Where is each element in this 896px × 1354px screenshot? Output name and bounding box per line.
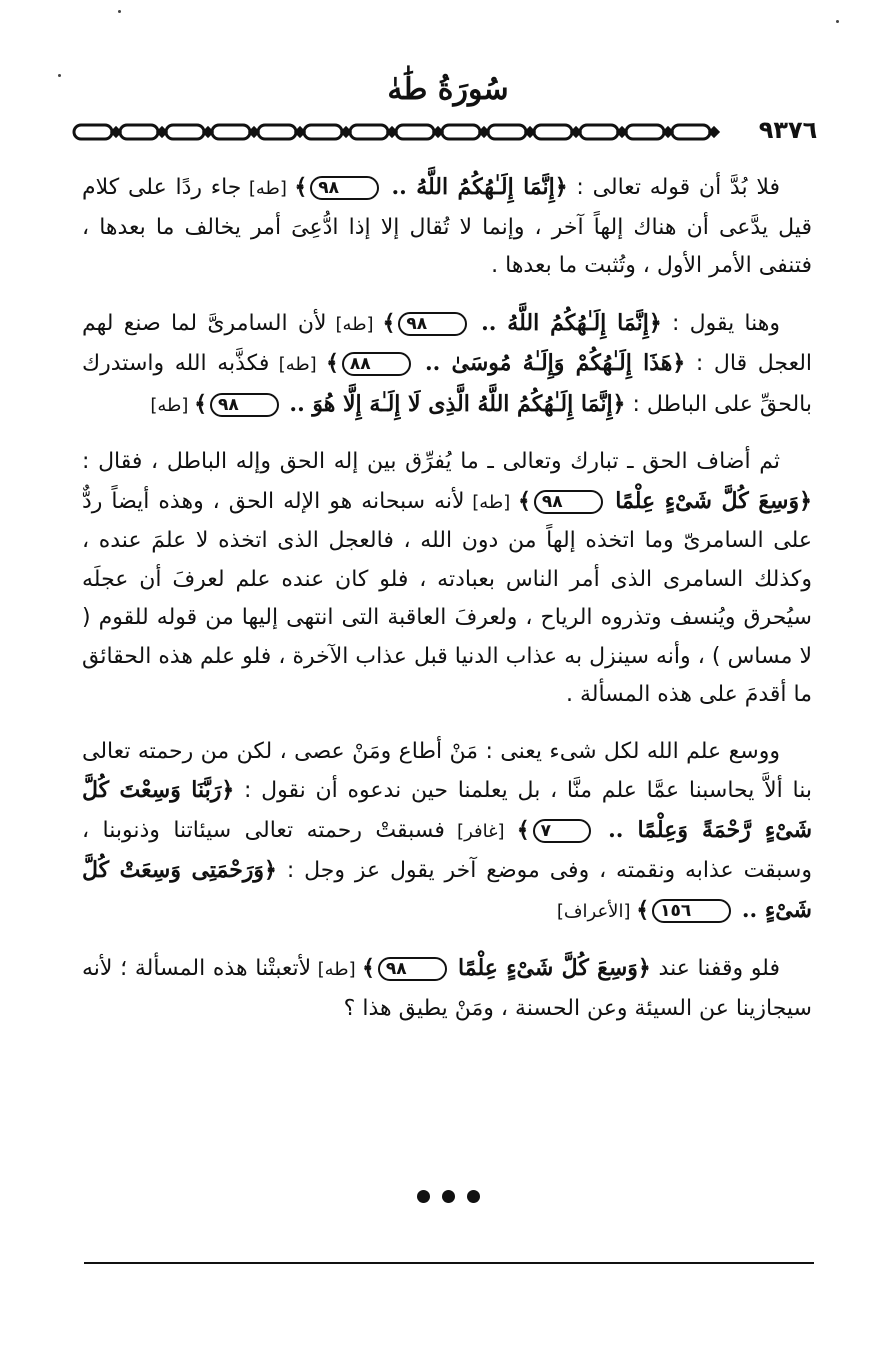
surah-reference: [طه] [269,354,327,375]
paragraph-text: فسبقتْ رحمته تعالى سيئاتنا وذنوبنا ، وسبقت عذابه ونقمته ، وفى موضع آخر يقول عز وجل : [82,817,812,883]
verse-number-badge: ٩٨ [378,957,447,981]
surah-reference: [طه] [464,491,518,513]
paragraph [82,304,812,426]
verse-number-badge: ٧ [533,819,591,843]
verse-number-badge: ٩٨ [398,312,467,336]
ornament-link [120,125,158,139]
dot-icon [467,1190,480,1203]
surah-reference: [طه] [241,178,295,199]
paragraph [82,168,812,286]
ornament-link [350,125,388,139]
dot-icon [442,1190,455,1203]
verse-number-badge: ٩٨ [210,393,279,417]
ornament-link [626,125,664,139]
quran-verse: ﴿وَرَحْمَتِى وَسِعَتْ كُلَّ شَىْءٍ .. [82,857,812,923]
paragraph [82,949,812,1028]
quran-verse: ﴿وَسِعَ كُلَّ شَىْءٍ عِلْمًا [449,955,651,981]
ornament-link [396,125,434,139]
paragraph-text: فكذَّبه الله واستدرك بالحقِّ على الباطل : [82,351,812,417]
quran-verse: ﴿إِنَّمَا إِلَـٰهُكُمُ اللَّهُ الَّذِى لَا إِلَـٰهَ إِلَّا هُوَ .. [281,390,626,417]
ornament-link [442,125,480,139]
ornament-diamond [710,128,718,136]
paragraph-text: فلو وقفنا عند [650,956,780,981]
quran-verse: ﴾ [518,487,531,514]
ornament-link [212,125,250,139]
paragraph-text: ووسع علم الله لكل شىء يعنى : مَنْ أطاع ومَنْ عصى ، لكن من رحمته تعالى بنا ألاَّ يحاسبنا عمَّا علم منَّا ، بل يعلمنا حين ندعوه أن نقول : [82,738,812,803]
footer-rule [84,1262,814,1264]
surah-reference: [طه] [311,959,363,980]
body-text [82,168,812,1046]
section-end-dots [0,1190,896,1203]
ornament-link [74,125,112,139]
surah-reference: [الأعراف] [556,900,637,922]
quran-verse: ﴿وَسِعَ كُلَّ شَىْءٍ عِلْمًا [605,487,812,514]
quran-verse: ﴿رَبَّنَا وَسِعْتَ كُلَّ شَىْءٍ رَّحْمَةً وَعِلْمًا .. [82,777,813,843]
quran-verse: ﴿هَذَا إِلَـٰهُكُمْ وَإِلَـٰهُ مُوسَىٰ .. [413,350,686,376]
surah-reference: [طه] [150,394,195,416]
ornament-link [534,125,572,139]
paragraph-text: لأتعبتْنا هذه المسألة ؛ لأنه سيجازينا عن السيئة وعن الحسنة ، ومَنْ يطيق هذا ؟ [82,956,812,1021]
ornament-link [258,125,296,139]
quran-verse: ﴿إِنَّمَا إِلَـٰهُكُمُ اللَّهُ .. [382,174,568,200]
quran-verse: ﴾ [382,309,396,336]
paragraph-text: وهنا يقول : [661,310,780,336]
scan-speck [836,20,839,23]
paragraph-text: لأنه سبحانه هو الإله الحق ، وهذه أيضاً ردٌّ على السامرىّ وما اتخذه إلهاً من دون الله ، فالعجل الذى اتخذه لا علمَ عنده ، وكذلك السامرى الذى أمر الناس بعبادته ، فلو كان عنده علم لعرفَ أن عجلَه سيُحرق ويُنسف وتذروه الرياح ، ولعرفَ العاقبة التى انتهى إليها من قوله للقوم ( لا مساس ) ، وأنه سينزل به عذاب الدنيا قبل عذاب الآخرة ، فلو علم هذه الحقائق ما أقدمَ على هذه المسألة . [82,488,812,707]
ornament-link [166,125,204,139]
scan-speck [118,10,121,13]
verse-number-badge: ٩٨ [310,176,379,200]
quran-verse: ﴾ [194,390,207,417]
surah-title: سُورَةُ طَٰهٰ [387,72,509,107]
dot-icon [417,1190,430,1203]
surah-reference: [طه] [326,313,383,335]
verse-number-badge: ٩٨ [534,490,603,514]
page-number: ٩٣٧٦ [758,116,818,144]
ornament-link [304,125,342,139]
ornament-link [580,125,618,139]
ornament-link [488,125,526,139]
paragraph-text: جاء ردًا على كلام قيل يدَّعى أن هناك إلهاً آخر ، وإنما لا تُقال إلا إذا ادُّعِىَ أمر يخالف ما بعدها ، فتنفى الأمر الأول ، وتُثبت ما بعدها . [82,175,812,278]
paragraph [82,443,812,715]
paragraph [82,733,812,932]
quran-verse: ﴾ [362,955,375,981]
quran-verse: ﴾ [294,174,308,200]
paragraph-text: ثم أضاف الحق ـ تبارك وتعالى ـ ما يُفرِّق بين إله الحق وإله الباطل ، فقال : [82,449,780,474]
quran-verse: ﴾ [636,896,650,923]
paragraph-text: لأن السامرىَّ لما صنع لهم العجل قال : [82,310,813,376]
verse-number-badge: ١٥٦ [652,899,731,923]
ornament-link [672,125,710,139]
paragraph-text: فلا بُدَّ أن قوله تعالى : [567,175,780,200]
quran-verse: ﴾ [326,350,339,376]
verse-number-badge: ٨٨ [342,352,411,376]
header-ornament-band [70,117,810,147]
surah-reference: [غافر] [444,820,517,842]
quran-verse: ﴿إِنَّمَا إِلَـٰهُكُمُ اللَّهُ .. [470,309,662,336]
quran-verse: ﴾ [516,816,530,843]
